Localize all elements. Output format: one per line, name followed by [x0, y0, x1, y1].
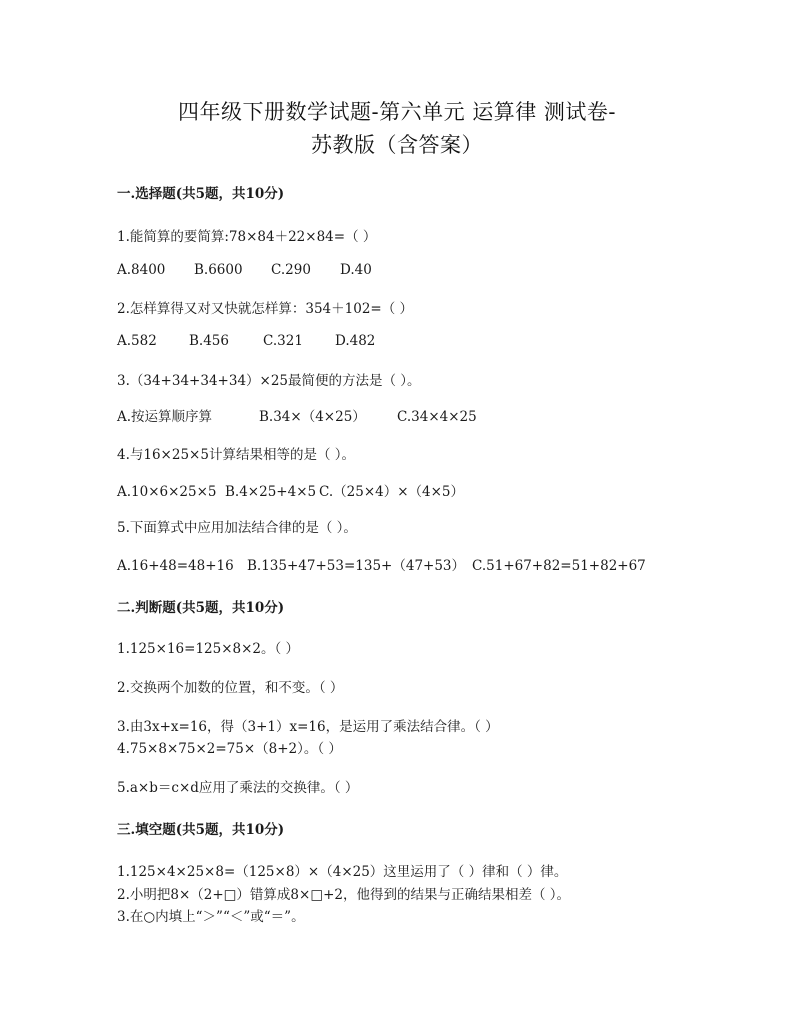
question-3: 3.（34+34+34+34）×25最简便的方法是（ ）。 [117, 373, 421, 389]
judgement-4: 4.75×8×75×2=75×（8+2）。（ ） [117, 741, 342, 757]
option-a: A.按运算顺序算 [117, 409, 213, 425]
option-c: C.321 [263, 333, 303, 349]
option-a: A.10×6×25×5 [117, 484, 217, 500]
option-a: A.582 [117, 333, 157, 349]
fill-blank-2: 2.小明把8×（2+□）错算成8×□+2，他得到的结果与正确结果相差（ ）。 [117, 887, 571, 903]
option-d: D.482 [335, 333, 376, 349]
option-b: B.456 [189, 333, 229, 349]
question-2: 2.怎样算得又对又快就怎样算：354＋102=（ ） [117, 301, 414, 317]
question-1: 1.能简算的要简算:78×84＋22×84=（ ） [117, 229, 377, 245]
question-3-options [117, 405, 477, 425]
option-d: D.40 [340, 262, 372, 278]
document-title-line-1: 四年级下册数学试题-第六单元 运算律 测试卷- [177, 100, 617, 124]
option-c: C.51+67+82=51+82+67 [472, 558, 646, 574]
option-a: A.16+48=48+16 [117, 558, 234, 574]
option-a: A.8400 [117, 262, 166, 278]
option-c: C.34×4×25 [397, 409, 477, 425]
question-5-options [117, 554, 646, 574]
judgement-1: 1.125×16=125×8×2。（ ） [117, 641, 300, 657]
option-c: C.290 [271, 262, 311, 278]
question-5: 5.下面算式中应用加法结合律的是（ ）。 [117, 520, 357, 536]
section-heading-fill-blank: 三.填空题(共5题，共10分) [117, 822, 285, 838]
judgement-5: 5.a×b＝c×d应用了乘法的交换律。（ ） [117, 780, 359, 796]
fill-blank-3: 3.在○内填上“＞”“＜”或“＝”。 [117, 909, 305, 925]
judgement-2: 2.交换两个加数的位置，和不变。（ ） [117, 680, 344, 696]
judgement-3: 3.由3x+x=16，得（3+1）x=16，是运用了乘法结合律。（ ） [117, 719, 499, 735]
fill-blank-1: 1.125×4×25×8=（125×8）×（4×25）这里运用了（ ）律和（ ）律。 [117, 864, 568, 880]
option-c: C.（25×4）×（4×5） [319, 484, 465, 500]
option-b: B.4×25+4×5 [225, 484, 317, 500]
section-heading-multiple-choice: 一.选择题(共5题，共10分) [117, 186, 285, 202]
option-b: B.6600 [194, 262, 243, 278]
question-4: 4.与16×25×5计算结果相等的是（ ）。 [117, 447, 355, 463]
question-1-options [117, 262, 372, 278]
question-2-options [117, 333, 375, 349]
option-b: B.34×（4×25） [259, 409, 366, 425]
document-title-line-2: 苏教版（含答案） [311, 133, 483, 157]
option-b: B.135+47+53=135+（47+53） [247, 558, 466, 574]
section-heading-true-false: 二.判断题(共5题，共10分) [117, 600, 285, 616]
question-4-options [117, 480, 464, 500]
